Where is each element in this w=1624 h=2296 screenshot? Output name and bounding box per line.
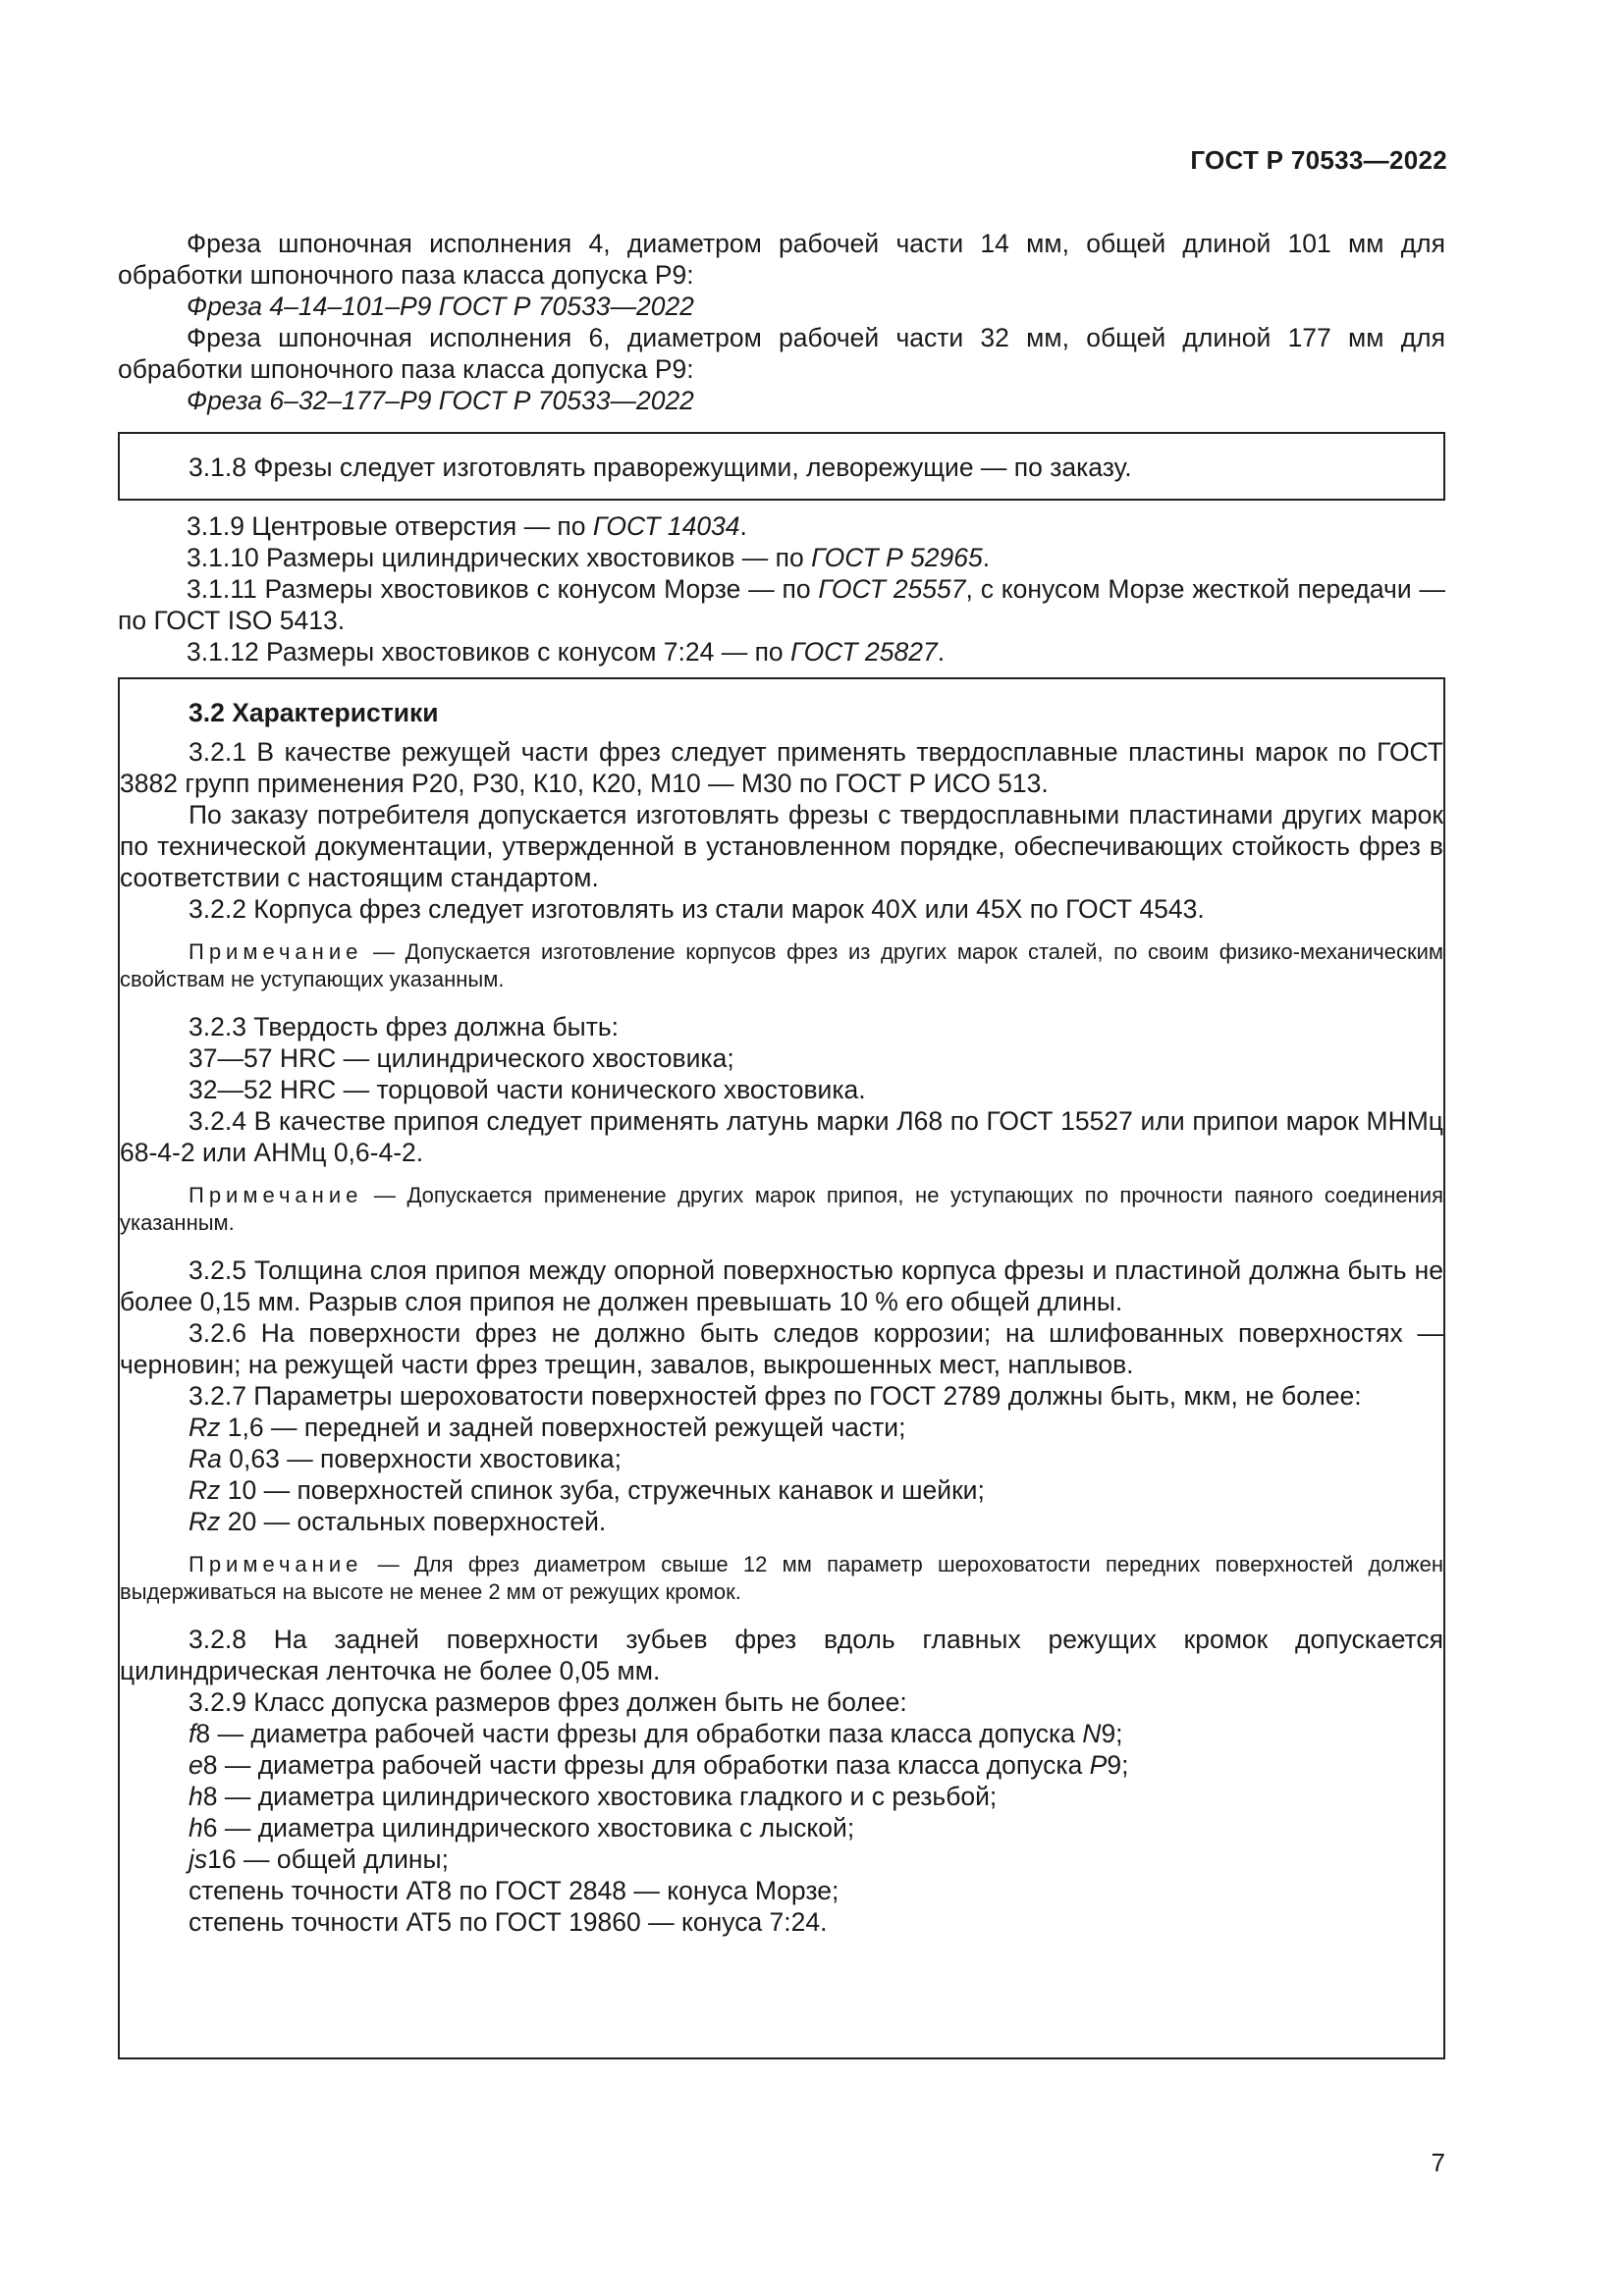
tolerance-item-3: h8 — диаметра цилиндрического хвостовика гладкого и с резьбой; bbox=[189, 1782, 998, 1811]
clause-323-b: 32—52 HRC — торцовой части конического хвостовика. bbox=[189, 1075, 866, 1104]
page-number: 7 bbox=[1431, 2148, 1445, 2177]
note-3: Примечание — Для фрез диаметром свыше 12 мм параметр шероховатости передних поверхностей должен выдерживаться на высоте не менее 2 мм от режущих кромок. bbox=[120, 1552, 1443, 1604]
example-designation-1: Фреза 4–14–101–Р9 ГОСТ Р 70533—2022 bbox=[187, 292, 694, 321]
clause-323: 3.2.3 Твердость фрез должна быть: bbox=[189, 1012, 620, 1041]
roughness-item-2: Ra 0,63 — поверхности хвостовика; bbox=[189, 1444, 623, 1473]
roughness-item-1: Rz 1,6 — передней и задней поверхностей режущей части; bbox=[189, 1413, 906, 1442]
tolerance-item-1: f8 — диаметра рабочей части фрезы для обработки паза класса допуска N9; bbox=[189, 1719, 1123, 1748]
tolerance-item-4: h6 — диаметра цилиндрического хвостовика с лыской; bbox=[189, 1813, 855, 1842]
clause-325: 3.2.5 Толщина слоя припоя между опорной поверхностью корпуса фрезы и пластиной должна быть не более 0,15 мм. Разрыв слоя припоя не должен превышать 10 % его общей длины. bbox=[120, 1255, 1443, 1316]
example-paragraph-1: Фреза шпоночная исполнения 4, диаметром рабочей части 14 мм, общей длиной 101 мм для обработки шпоночного паза класса допуска P9: bbox=[118, 229, 1445, 290]
clauses-31 bbox=[118, 510, 1445, 667]
document-header: ГОСТ Р 70533—2022 bbox=[1190, 145, 1447, 175]
tolerance-item-5: js16 — общей длины; bbox=[189, 1844, 449, 1874]
clause-322: 3.2.2 Корпуса фрез следует изготовлять из стали марок 40Х или 45Х по ГОСТ 4543. bbox=[189, 894, 1205, 924]
clause-319: 3.1.9 Центровые отверстия — по ГОСТ 14034. bbox=[187, 511, 747, 541]
clause-324: 3.2.4 В качестве припоя следует применять латунь марки Л68 по ГОСТ 15527 или припои марок МНМц 68-4-2 или АНМц 0,6-4-2. bbox=[120, 1106, 1443, 1167]
clause-326: 3.2.6 На поверхности фрез не должно быть следов коррозии; на шлифованных поверхностях — черновин; на режущей части фрез трещин, завалов, выкрошенных мест, наплывов. bbox=[120, 1318, 1443, 1379]
tolerance-item-7: степень точности АТ5 по ГОСТ 19860 — конуса 7:24. bbox=[189, 1907, 828, 1937]
tolerance-item-6: степень точности АТ8 по ГОСТ 2848 — конуса Морзе; bbox=[189, 1876, 839, 1905]
intro-section bbox=[118, 228, 1445, 416]
example-paragraph-2: Фреза шпоночная исполнения 6, диаметром рабочей части 32 мм, общей длиной 177 мм для обработки шпоночного паза класса допуска P9: bbox=[118, 323, 1445, 384]
section-heading: 3.2 Характеристики bbox=[189, 698, 439, 727]
note-2: Примечание — Допускается применение других марок припоя, не уступающих по прочности паяного соединения указанным. bbox=[120, 1183, 1443, 1235]
clause-328: 3.2.8 На задней поверхности зубьев фрез вдоль главных режущих кромок допускается цилиндрическая ленточка не более 0,05 мм. bbox=[120, 1625, 1443, 1685]
roughness-item-3: Rz 10 — поверхностей спинок зуба, стружечных канавок и шейки; bbox=[189, 1475, 985, 1505]
section-32-box bbox=[118, 677, 1445, 2059]
note-1: Примечание — Допускается изготовление корпусов фрез из других марок сталей, по своим физико-механическим свойствам не уступающих указанным. bbox=[120, 939, 1443, 991]
clause-321: 3.2.1 В качестве режущей части фрез следует применять твердосплавные пластины марок по ГОСТ 3882 групп применения Р20, Р30, К10, К20, М10 — М30 по ГОСТ Р ИСО 513. bbox=[120, 737, 1443, 798]
clause-318: 3.1.8 Фрезы следует изготовлять праворежущими, леворежущие — по заказу. bbox=[189, 453, 1132, 482]
clause-327: 3.2.7 Параметры шероховатости поверхностей фрез по ГОСТ 2789 должны быть, мкм, не более: bbox=[189, 1381, 1362, 1411]
clause-3112: 3.1.12 Размеры хвостовиков с конусом 7:24 — по ГОСТ 25827. bbox=[187, 637, 946, 667]
clause-323-a: 37—57 HRC — цилиндрического хвостовика; bbox=[189, 1043, 734, 1073]
boxed-clause-318 bbox=[118, 432, 1445, 501]
clause-3111: 3.1.11 Размеры хвостовиков с конусом Морзе — по ГОСТ 25557, с конусом Морзе жесткой передачи — по ГОСТ ISO 5413. bbox=[118, 574, 1445, 635]
tolerance-item-2: e8 — диаметра рабочей части фрезы для обработки паза класса допуска P9; bbox=[189, 1750, 1129, 1780]
roughness-item-4: Rz 20 — остальных поверхностей. bbox=[189, 1507, 607, 1536]
clause-3110: 3.1.10 Размеры цилиндрических хвостовиков — по ГОСТ Р 52965. bbox=[187, 543, 991, 572]
clause-329: 3.2.9 Класс допуска размеров фрез должен быть не более: bbox=[189, 1687, 907, 1717]
example-designation-2: Фреза 6–32–177–Р9 ГОСТ Р 70533—2022 bbox=[187, 386, 694, 415]
clause-321-b: По заказу потребителя допускается изготовлять фрезы с твердосплавными пластинами других марок по технической документации, утвержденной в установленном порядке, обеспечивающих стойкость фрез в соответствии с настоящим стандартом. bbox=[120, 800, 1443, 892]
